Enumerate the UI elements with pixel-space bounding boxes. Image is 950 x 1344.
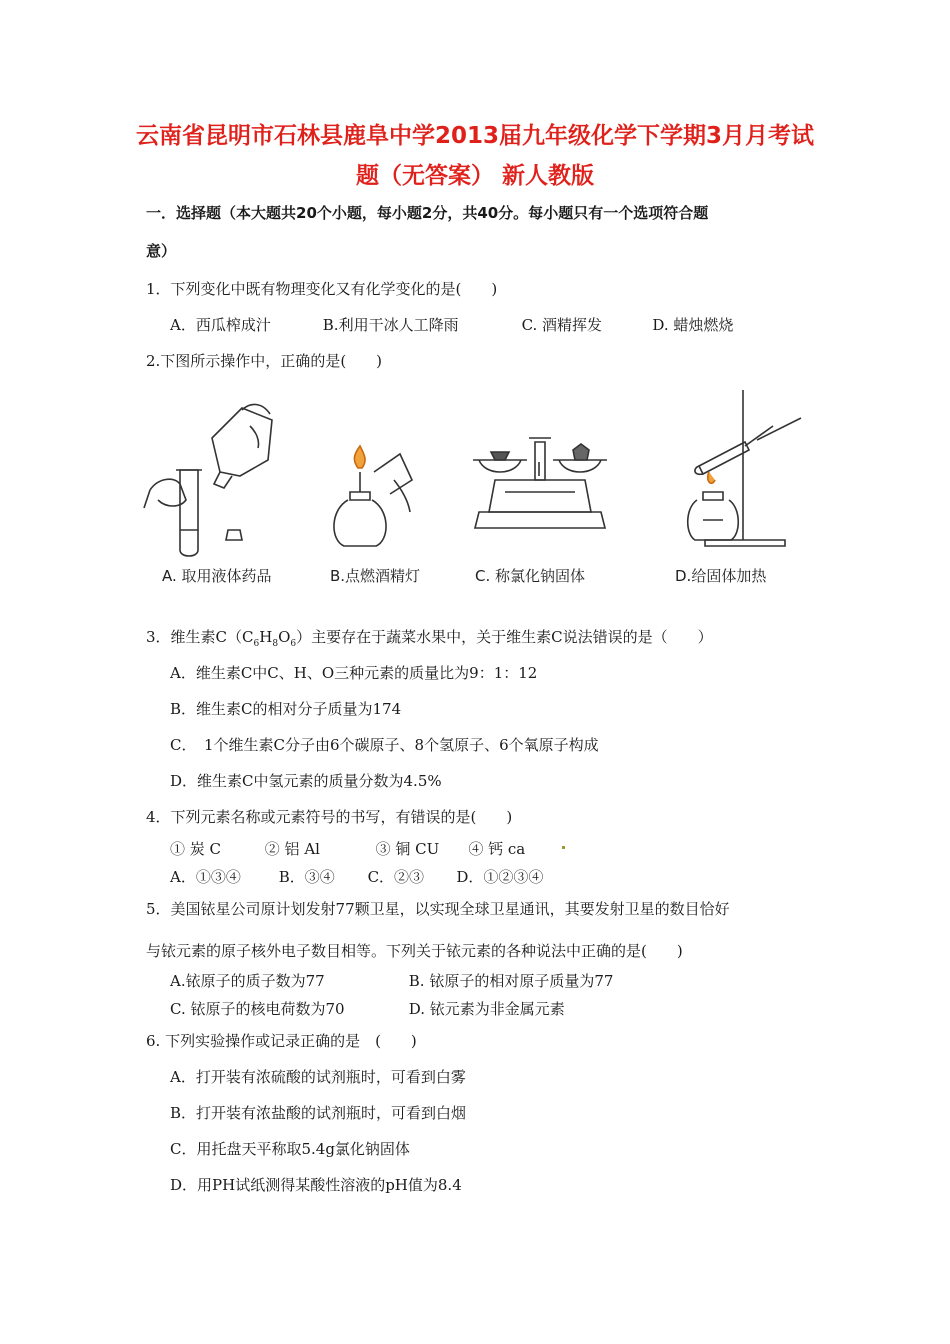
question-3-stem: 3．维生素$C(C_6H_8O_6)$主要存在于蔬菜水果中，关于维生素C说法错误的是（ ）	[146, 628, 713, 649]
stray-dot	[562, 846, 565, 849]
q4-item-2: ② 铝 Al	[264, 840, 320, 858]
question-5-options-row1	[170, 970, 613, 991]
question-6-stem: 6. 下列实验操作或记录正确的是 ( )	[146, 1032, 417, 1050]
q4-option-c: C．②③	[367, 868, 425, 886]
q1-option-c: C. 酒精挥发	[521, 316, 603, 334]
document-title-line2: 题（无答案） 新人教版	[355, 163, 594, 189]
q6-option-b: B．打开装有浓盐酸的试剂瓶时，可看到白烟	[170, 1104, 467, 1122]
q1-option-d: D. 蜡烛燃烧	[652, 316, 734, 334]
question-1-options	[170, 314, 733, 335]
figure-c-balance	[465, 380, 615, 560]
question-5-line2: 与铱元素的原子核外电子数目相等。下列关于铱元素的各种说法中正确的是( )	[146, 942, 683, 960]
question-5-options-row2	[170, 998, 565, 1019]
section-heading-line1: 一．选择题（本大题共20个小题，每小题2分，共40分。每小题只有一个选项符合题	[146, 204, 709, 222]
caption-c: C. 称氯化钠固体	[475, 567, 586, 585]
q1-option-a: A．西瓜榨成汁	[170, 316, 271, 334]
q6-option-d: D．用PH试纸测得某酸性溶液的pH值为8.4	[170, 1176, 462, 1194]
lab-operations-figure	[140, 380, 820, 590]
question-4-items	[170, 838, 525, 859]
q4-option-d: D．①②③④	[456, 868, 544, 886]
caption-b: B.点燃酒精灯	[330, 567, 421, 585]
section-heading-line2: 意）	[146, 242, 177, 260]
question-4-options	[170, 866, 543, 887]
figure-b-alcohol-lamp	[320, 380, 430, 560]
q3-option-d: D．维生素C中氢元素的质量分数为4.5%	[170, 772, 442, 790]
q5-option-a: A.铱原子的质子数为77	[170, 972, 325, 990]
q4-option-a: A．①③④	[170, 868, 241, 886]
q5-option-d: D. 铱元素为非金属元素	[408, 1000, 565, 1018]
q3-option-a: A．维生素C中C、H、O三种元素的质量比为9：1：12	[170, 664, 538, 682]
question-4-stem: 4．下列元素名称或元素符号的书写，有错误的是( )	[146, 808, 513, 826]
document-title-line1: 云南省昆明市石林县鹿阜中学2013届九年级化学下学期3月月考试	[135, 123, 815, 149]
q5-option-b: B. 铱原子的相对原子质量为77	[408, 972, 614, 990]
question-1-stem: 1．下列变化中既有物理变化又有化学变化的是( )	[146, 280, 498, 298]
q4-item-3: ③ 铜 CU	[375, 840, 440, 858]
q1-option-b: B.利用干冰人工降雨	[322, 316, 459, 334]
q6-option-c: C．用托盘天平称取5.4g氯化钠固体	[170, 1140, 410, 1158]
q4-item-4: ④ 钙 ca	[468, 840, 526, 858]
caption-a: A. 取用液体药品	[162, 567, 272, 585]
q4-item-1: ① 炭 C	[170, 840, 222, 858]
figure-d-heating-solid	[665, 380, 815, 560]
figure-a-pouring-liquid	[140, 380, 290, 560]
q4-option-b: B．③④	[278, 868, 335, 886]
q3-option-b: B．维生素C的相对分子质量为174	[170, 700, 402, 718]
question-2-stem: 2.下图所示操作中，正确的是( )	[146, 352, 383, 370]
q6-option-a: A．打开装有浓硫酸的试剂瓶时，可看到白雾	[170, 1068, 466, 1086]
q3-option-c: C． 1个维生素C分子由6个碳原子、8个氢原子、6个氧原子构成	[170, 736, 599, 754]
caption-d: D.给固体加热	[675, 567, 767, 585]
question-5-line1: 5．美国铱星公司原计划发射77颗卫星，以实现全球卫星通讯，其要发射卫星的数目恰好	[146, 900, 730, 918]
q5-option-c: C. 铱原子的核电荷数为70	[170, 1000, 345, 1018]
